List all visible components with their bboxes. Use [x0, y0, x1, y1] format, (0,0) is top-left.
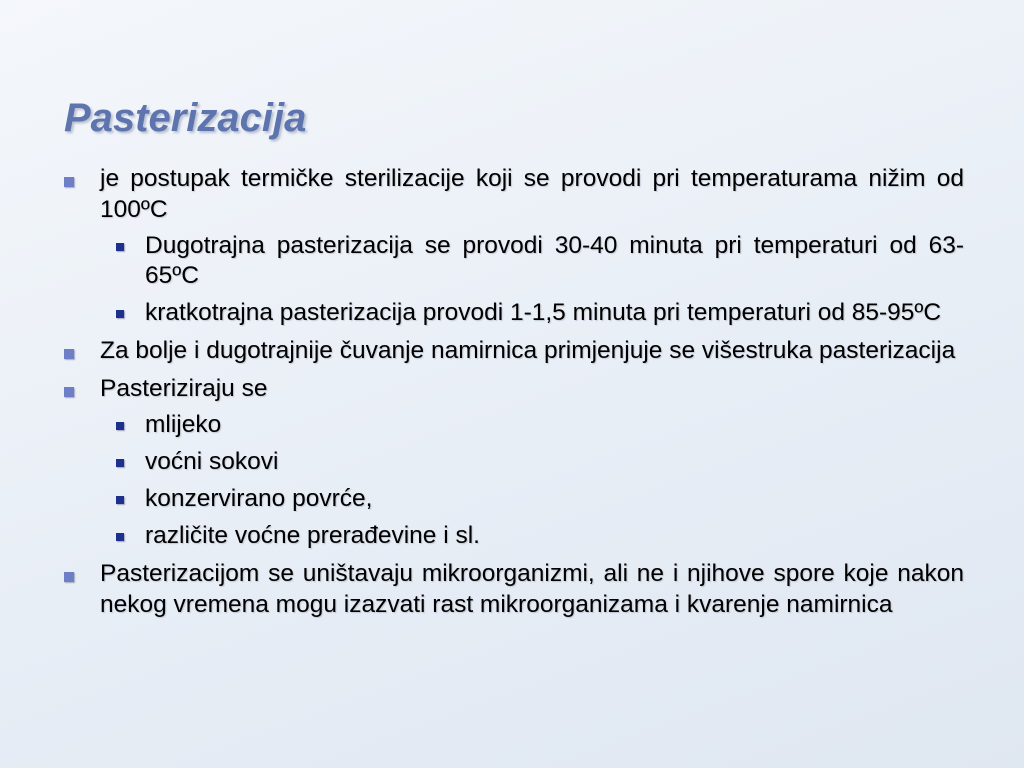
- square-bullet-icon: [64, 349, 74, 359]
- sub-bullet-item: [100, 484, 964, 514]
- bullet-text: Pasteriziraju se: [100, 375, 268, 402]
- sub-bullet-text: voćni sokovi: [145, 448, 279, 475]
- sub-bullet-text: različite voćne prerađevine i sl.: [145, 522, 480, 549]
- bullet-text: Za bolje i dugotrajnije čuvanje namirnica primjenjuje se višestruka pasterizacija: [100, 337, 956, 364]
- sub-bullet-item: [100, 298, 964, 328]
- square-bullet-icon: [116, 310, 124, 318]
- sub-bullet-text: mlijeko: [145, 411, 222, 438]
- square-bullet-icon: [64, 387, 74, 397]
- sub-bullet-text: kratkotrajna pasterizacija provodi 1-1,5 minuta pri temperaturi od 85-95ºC: [145, 299, 942, 326]
- sub-bullet-item: [100, 521, 964, 551]
- bullet-item: [62, 373, 964, 551]
- bullet-list: [62, 163, 964, 620]
- sub-bullet-text: Dugotrajna pasterizacija se provodi 30-40 minuta pri temperaturi od 63-65ºC: [145, 232, 964, 289]
- sub-bullet-list: [100, 410, 964, 551]
- sub-bullet-text: konzervirano povrće,: [145, 485, 373, 512]
- slide-title: Pasterizacija: [64, 96, 307, 140]
- bullet-text: Pasterizacijom se uništavaju mikroorganizmi, ali ne i njihove spore koje nakon nekog vremena mogu izazvati rast mikroorganizama i kvarenje namirnica: [100, 560, 964, 618]
- bullet-item: [62, 558, 964, 620]
- slide-content: [62, 163, 964, 620]
- square-bullet-icon: [116, 243, 124, 251]
- sub-bullet-list: [100, 231, 964, 328]
- square-bullet-icon: [116, 422, 124, 430]
- square-bullet-icon: [64, 572, 74, 582]
- bullet-text: je postupak termičke sterilizacije koji se provodi pri temperaturama nižim od 100ºC: [100, 165, 964, 223]
- square-bullet-icon: [116, 496, 124, 504]
- sub-bullet-item: [100, 231, 964, 291]
- sub-bullet-item: [100, 447, 964, 477]
- square-bullet-icon: [116, 459, 124, 467]
- sub-bullet-item: [100, 410, 964, 440]
- square-bullet-icon: [116, 533, 124, 541]
- bullet-item: [62, 335, 964, 366]
- bullet-item: [62, 163, 964, 328]
- square-bullet-icon: [64, 177, 74, 187]
